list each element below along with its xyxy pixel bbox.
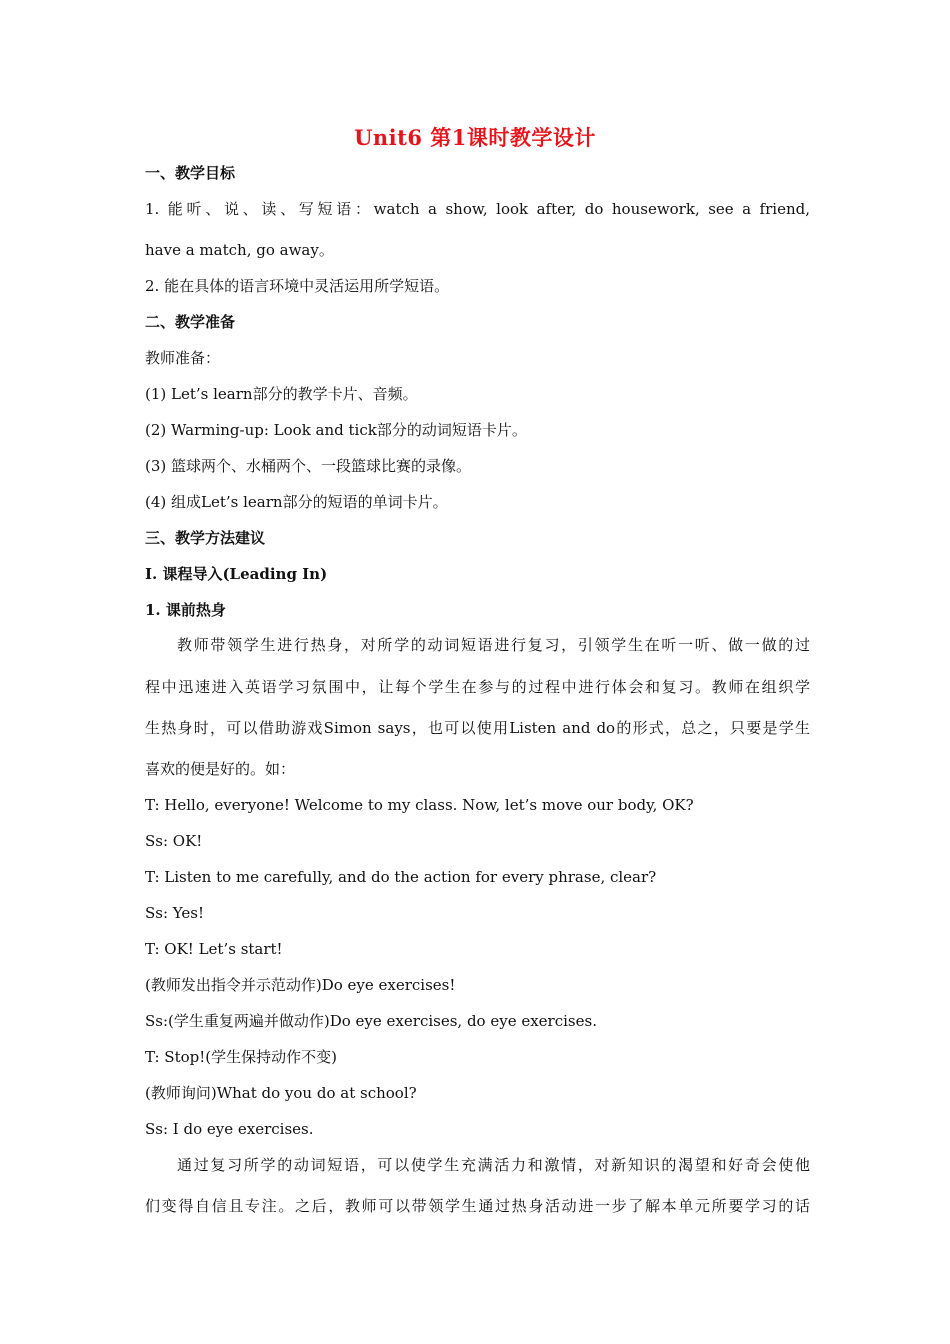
dialogue-line: T: OK! Let’s start! [145, 940, 283, 958]
section-heading-methods: 三、教学方法建议 [145, 529, 266, 547]
dialogue-line: T: Hello, everyone! Welcome to my class. Now, let’s move our body, OK? [145, 796, 694, 814]
section-heading-preparation: 二、教学准备 [145, 313, 236, 331]
objective-item-1-line-1: 1. 能听、说、读、写短语：watch a show, look after, do housework, see a friend, [145, 200, 810, 218]
preparation-item: (4) 组成Let’s learn部分的短语的单词卡片。 [145, 493, 448, 511]
dialogue-line: (教师询问)What do you do at school? [145, 1084, 417, 1102]
subheading-leading-in: I. 课程导入(Leading In) [145, 565, 328, 583]
dialogue-line: T: Listen to me carefully, and do the action for every phrase, clear? [145, 868, 657, 886]
paragraph-line: 喜欢的便是好的。如： [145, 760, 296, 778]
dialogue-line: (教师发出指令并示范动作)Do eye exercises! [145, 976, 456, 994]
paragraph-line: 通过复习所学的动词短语，可以使学生充满活力和激情，对新知识的渴望和好奇会使他 [177, 1156, 810, 1174]
paragraph-line: 教师带领学生进行热身，对所学的动词短语进行复习，引领学生在听一听、做一做的过 [177, 636, 810, 654]
preparation-item: (3) 篮球两个、水桶两个、一段篮球比赛的录像。 [145, 457, 472, 475]
paragraph-line: 程中迅速进入英语学习氛围中，让每个学生在参与的过程中进行体会和复习。教师在组织学 [145, 678, 810, 696]
dialogue-line: T: Stop!(学生保持动作不变) [145, 1048, 337, 1066]
objective-item-2: 2. 能在具体的语言环境中灵活运用所学短语。 [145, 277, 450, 295]
dialogue-line: Ss: I do eye exercises. [145, 1120, 314, 1138]
paragraph-line: 们变得自信且专注。之后，教师可以带领学生通过热身活动进一步了解本单元所要学习的话 [145, 1197, 810, 1215]
objective-item-1-line-2: have a match, go away。 [145, 241, 334, 259]
section-heading-objectives: 一、教学目标 [145, 164, 236, 182]
dialogue-line: Ss: OK! [145, 832, 203, 850]
preparation-item: (2) Warming-up: Look and tick部分的动词短语卡片。 [145, 421, 527, 439]
document-title: Unit6 第1课时教学设计 [354, 125, 596, 150]
dialogue-line: Ss: Yes! [145, 904, 204, 922]
preparation-item: (1) Let’s learn部分的教学卡片、音频。 [145, 385, 418, 403]
preparation-intro: 教师准备： [145, 349, 221, 367]
subheading-warm-up: 1. 课前热身 [145, 601, 226, 619]
dialogue-line: Ss:(学生重复两遍并做动作)Do eye exercises, do eye exercises. [145, 1012, 597, 1030]
paragraph-line: 生热身时，可以借助游戏Simon says，也可以使用Listen and do的形式，总之，只要是学生 [145, 719, 810, 737]
